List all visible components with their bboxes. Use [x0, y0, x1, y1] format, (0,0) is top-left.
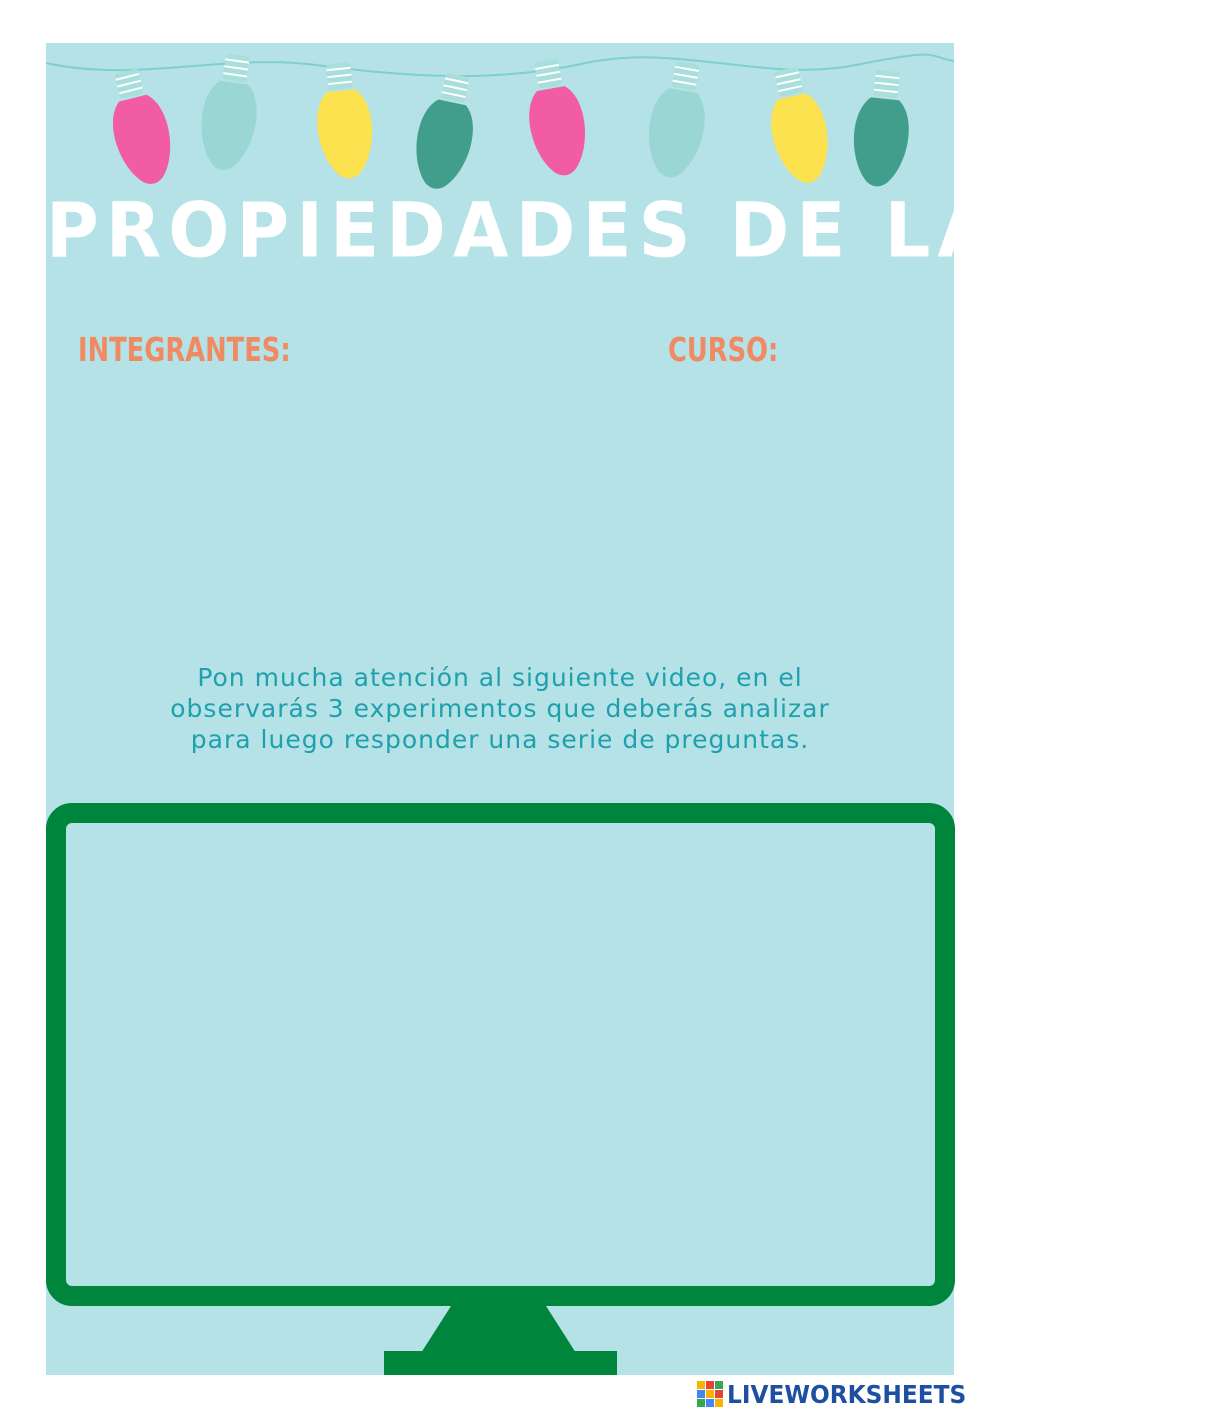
light-bulb-icon — [311, 60, 377, 181]
light-bulb-icon — [195, 51, 265, 173]
monitor-stand-neck — [421, 1306, 576, 1353]
instructions-line: observarás 3 experimentos que deberás analizar — [170, 694, 830, 723]
page-title: PROPIEDADES DE LA LUZ — [46, 185, 1207, 275]
monitor-stand-base — [384, 1351, 617, 1375]
light-bulb-icon — [100, 64, 181, 190]
light-wire — [46, 55, 954, 76]
instructions-line: Pon mucha atención al siguiente video, en el — [197, 663, 803, 692]
string-lights-decoration — [46, 43, 954, 193]
video-monitor-frame[interactable] — [46, 803, 955, 1378]
light-bulb-icon — [759, 63, 836, 188]
liveworksheets-logo-icon — [697, 1381, 723, 1407]
light-bulb-icon — [519, 56, 593, 180]
instructions-text — [100, 662, 900, 755]
integrantes-label: INTEGRANTES: — [78, 330, 291, 369]
light-bulb-icon — [849, 68, 915, 189]
curso-label: CURSO: — [668, 330, 779, 369]
light-bulb-icon — [641, 58, 715, 182]
liveworksheets-brand — [697, 1378, 984, 1410]
light-bulb-icon — [407, 69, 484, 194]
liveworksheets-brand-text: LIVEWORKSHEETS — [727, 1379, 967, 1409]
monitor-screen — [56, 813, 945, 1296]
instructions-line: para luego responder una serie de preguntas. — [190, 725, 810, 754]
